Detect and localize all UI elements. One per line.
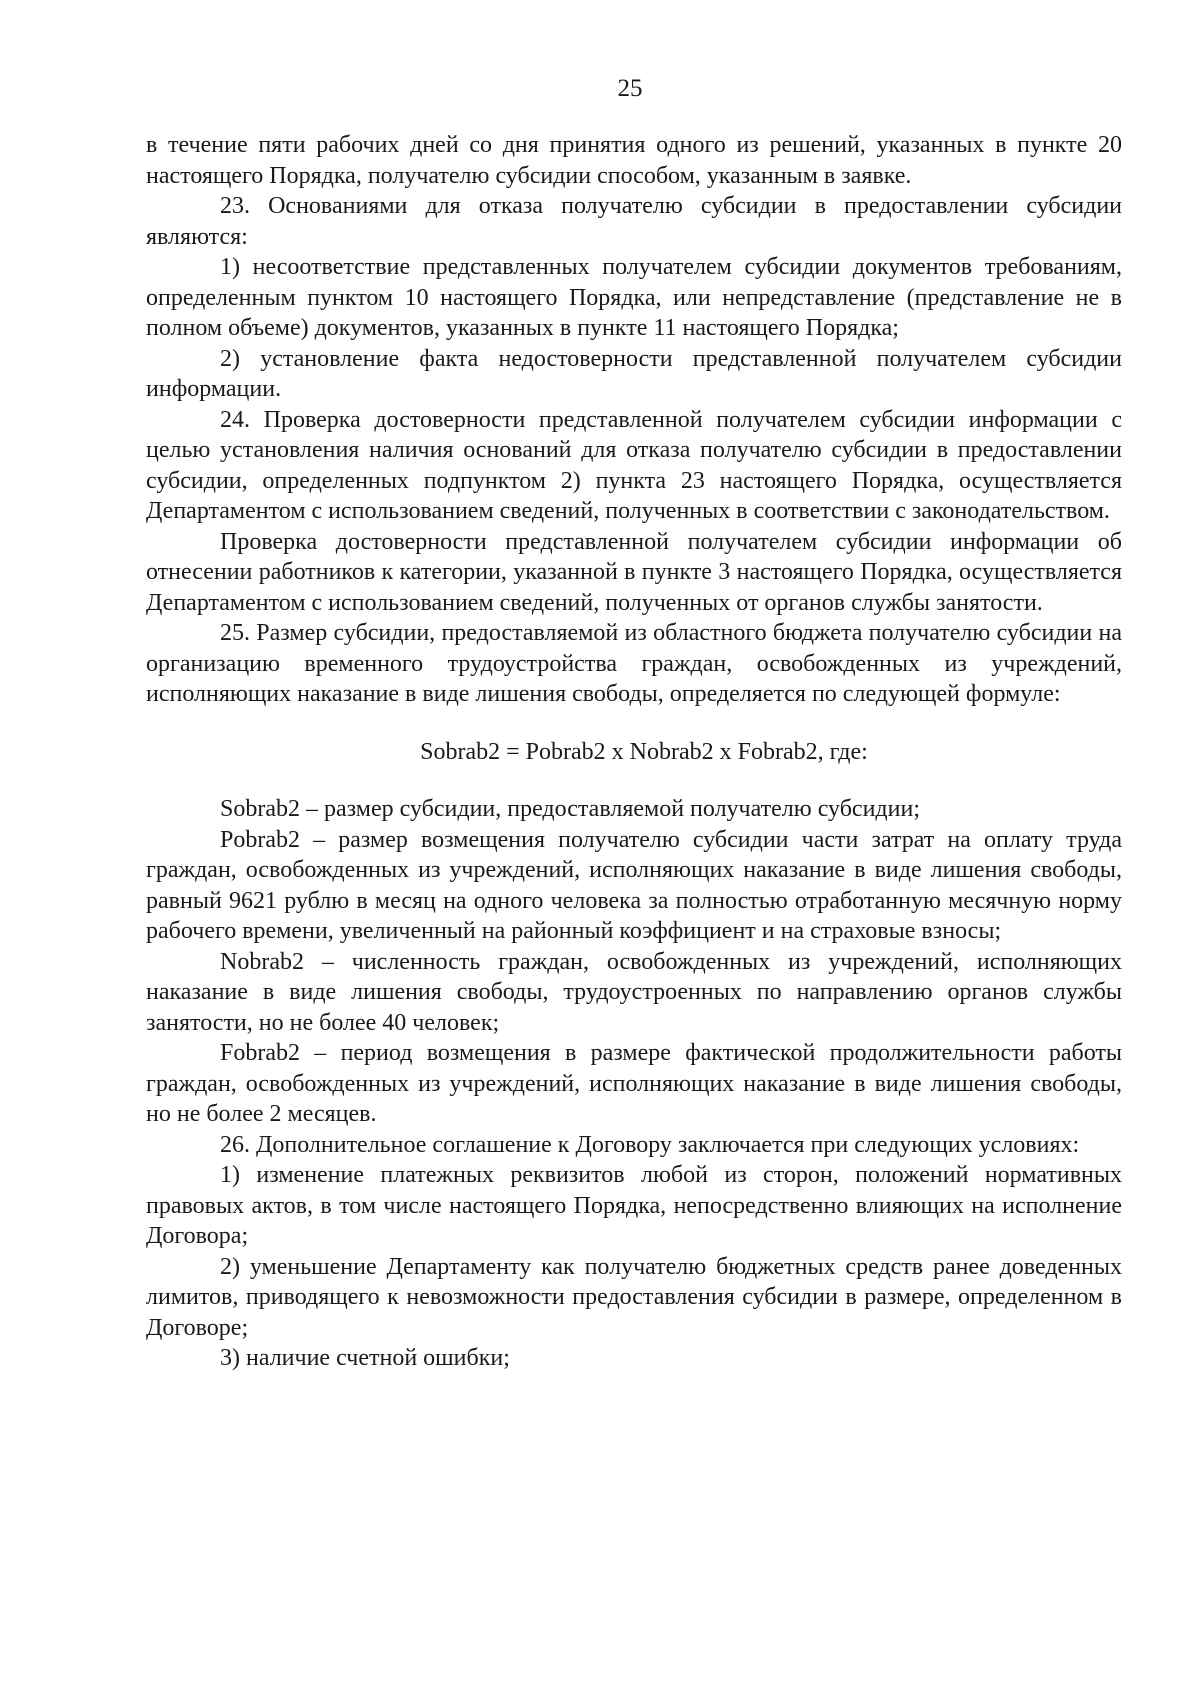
paragraph-item-24-verification: Проверка достоверности представленной получателем субсидии информации об отнесении работников к категории, указанной в пункте 3 настоящего Порядка, осуществляется Департаментом с использованием сведений, полученных от органов службы занятости.: [146, 528, 1122, 616]
paragraph-item-26-1: 1) изменение платежных реквизитов любой из сторон, положений нормативных правовых актов, в том числе настоящего Порядка, непосредственно влияющих на исполнение Договора;: [146, 1162, 1122, 1249]
paragraph-continuation: в течение пяти рабочих дней со дня принятия одного из решений, указанных в пункте 20 настоящего Порядка, получателю субсидии способом, указанным в заявке.: [146, 132, 1122, 189]
definition-fobrab2: Fobrab2 – период возмещения в размере фактической продолжительности работы граждан, освобожденных из учреждений, исполняющих наказание в виде лишения свободы, но не более 2 месяцев.: [146, 1040, 1122, 1127]
paragraph-item-24: 24. Проверка достоверности представленной получателем субсидии информации с целью установления наличия оснований для отказа получателю субсидии в предоставлении субсидии, определенных подпунктом 2) пункта 23 настоящего Порядка, осуществляется Департаментом с использованием сведений, полученных в соответствии с законодательством.: [146, 406, 1122, 524]
page-number: 25: [617, 75, 643, 102]
definition-sobrab2: Sobrab2 – размер субсидии, предоставляемой получателю субсидии;: [220, 796, 920, 822]
definition-pobrab2: Pobrab2 – размер возмещения получателю субсидии части затрат на оплату труда граждан, освобожденных из учреждений, исполняющих наказание в виде лишения свободы, равный 9621 рублю в месяц на одного человека за полностью отработанную месячную норму рабочего времени, увеличенный на районный коэффициент и на страховые взносы;: [146, 826, 1122, 944]
paragraph-item-23-1: 1) несоответствие представленных получателем субсидии документов требованиям, определенным пунктом 10 настоящего Порядка, или непредставление (представление не в полном объеме) документов, указанных в пункте 11 настоящего Порядка;: [146, 254, 1122, 341]
definition-nobrab2: Nobrab2 – численность граждан, освобожденных из учреждений, исполняющих наказание в виде лишения свободы, трудоустроенных по направлению органов службы занятости, но не более 40 человек;: [146, 948, 1122, 1036]
paragraph-item-26-3: 3) наличие счетной ошибки;: [220, 1345, 510, 1371]
paragraph-item-23-2: 2) установление факта недостоверности представленной получателем субсидии информации.: [146, 345, 1122, 402]
document-body: [146, 130, 1122, 1374]
subsidy-formula: Sobrab2 = Pobrab2 x Nobrab2 x Fobrab2, где:: [420, 738, 868, 765]
paragraph-item-26: 26. Дополнительное соглашение к Договору заключается при следующих условиях:: [220, 1131, 1080, 1158]
paragraph-item-25: 25. Размер субсидии, предоставляемой из областного бюджета получателю субсидии на организацию временного трудоустройства граждан, освобожденных из учреждений, исполняющих наказание в виде лишения свободы, определяется по следующей формуле:: [146, 620, 1122, 707]
paragraph-item-23: 23. Основаниями для отказа получателю субсидии в предоставлении субсидии являются:: [146, 193, 1122, 250]
paragraph-item-26-2: 2) уменьшение Департаменту как получателю бюджетных средств ранее доведенных лимитов, приводящего к невозможности предоставления субсидии в размере, определенном в Договоре;: [146, 1253, 1122, 1341]
